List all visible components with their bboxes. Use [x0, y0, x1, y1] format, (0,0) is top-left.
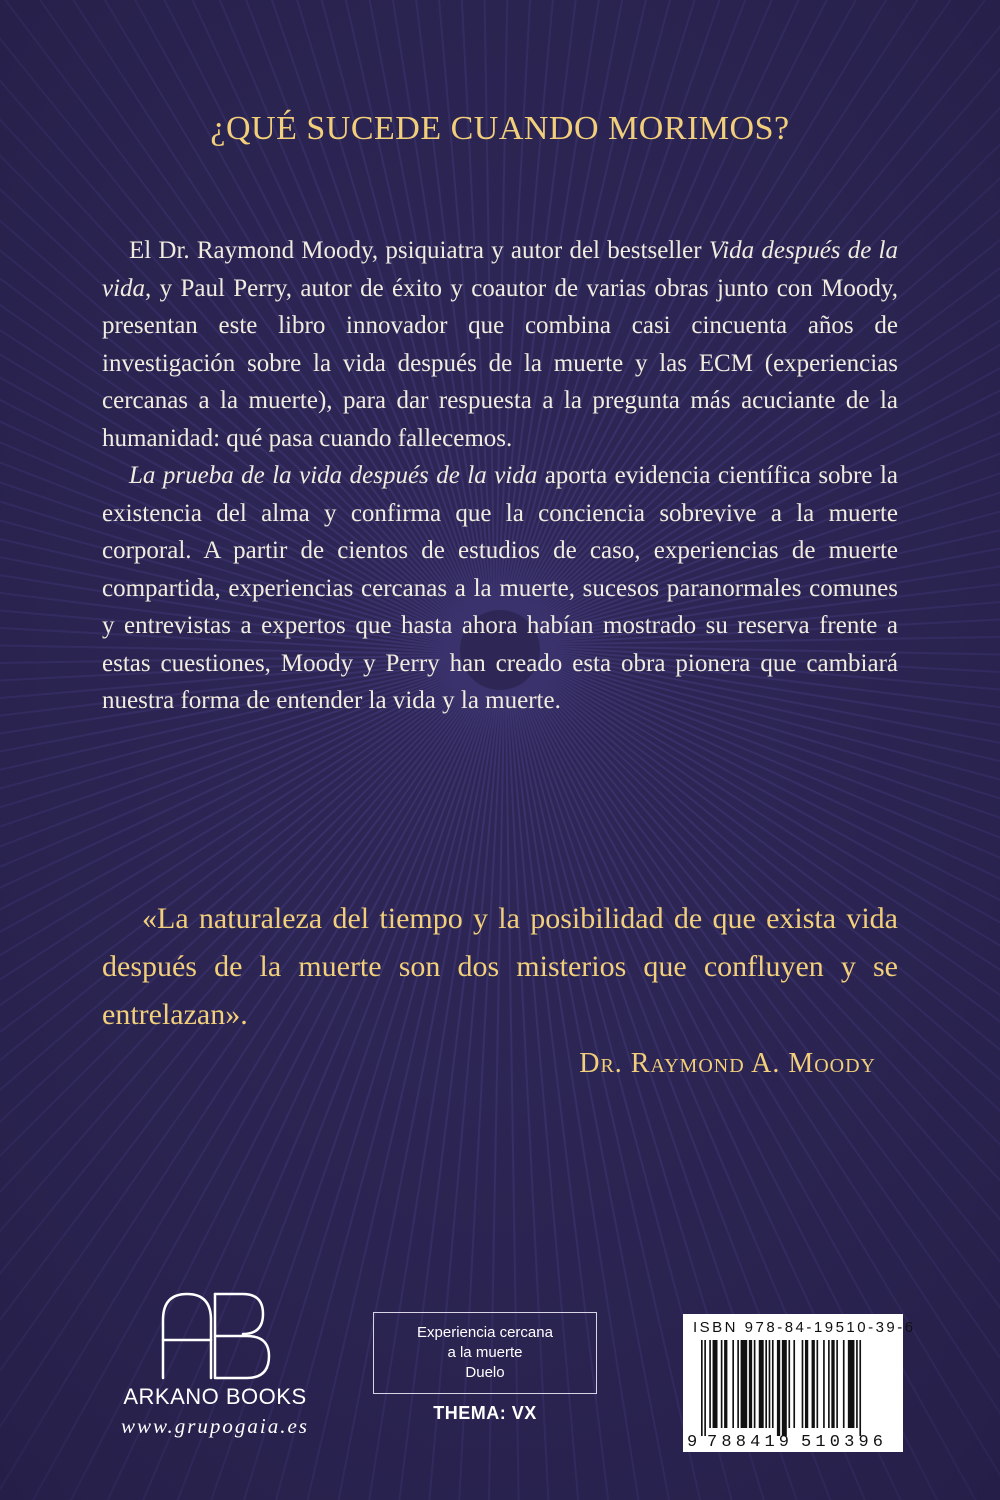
- barcode-bar: [793, 1340, 795, 1428]
- barcode-bar: [769, 1340, 771, 1428]
- barcode-bar: [788, 1340, 790, 1428]
- barcode-bar: [828, 1340, 830, 1428]
- arkano-books-logo-icon: [155, 1290, 275, 1382]
- barcode-bar: [856, 1340, 858, 1428]
- barcode-bar: [817, 1340, 819, 1428]
- barcode-bar: [843, 1340, 845, 1428]
- barcode-bar: [737, 1340, 739, 1428]
- barcode-bar: [836, 1340, 838, 1428]
- barcode-bar: [812, 1340, 815, 1428]
- publisher-name: ARKANO BOOKS: [123, 1384, 307, 1409]
- thema-category-line: Experiencia cercana: [417, 1324, 553, 1341]
- barcode-bar: [782, 1340, 787, 1436]
- isbn-label: ISBN 978-84-19510-39-6: [693, 1319, 916, 1336]
- description-paragraph-2: [102, 457, 898, 720]
- description-paragraph-1: [102, 232, 898, 457]
- barcode-bar: [721, 1340, 723, 1428]
- barcode-bar: [859, 1340, 861, 1436]
- barcode-bar: [772, 1340, 774, 1428]
- barcode-digit-group: 510396: [801, 1433, 883, 1452]
- barcode-digit-group: 9: [687, 1433, 698, 1452]
- barcode-bar: [831, 1340, 834, 1428]
- quote-author: Dr. Raymond A. Moody: [579, 1048, 876, 1079]
- paragraph-1-text-a: El Dr. Raymond Moody, psiquiatra y autor del bestseller: [129, 237, 709, 264]
- thema-category-line: Duelo: [465, 1364, 505, 1381]
- barcode-bar: [741, 1340, 748, 1428]
- publisher-website: www.grupogaia.es: [121, 1414, 309, 1438]
- description-text: [102, 232, 898, 720]
- book-title-italic: Vida después de la vida: [102, 237, 898, 302]
- barcode-bar: [724, 1340, 727, 1428]
- barcode-bar: [765, 1340, 767, 1428]
- barcode-bar: [754, 1340, 756, 1428]
- author-quote: «La naturaleza del tiempo y la posibilidad de que exista vida después de la muerte son dos misterios que confluyen y se entrelazan».: [102, 902, 898, 1031]
- barcode-bar: [701, 1340, 703, 1436]
- barcode-bar: [709, 1340, 711, 1428]
- isbn-barcode: [683, 1314, 916, 1452]
- barcode-bar: [823, 1340, 825, 1428]
- barcode-bar: [713, 1340, 718, 1428]
- barcode-bar: [704, 1340, 706, 1436]
- barcode-graphic: [683, 1314, 903, 1452]
- barcode-bar: [802, 1340, 804, 1428]
- headline: ¿QUÉ SUCEDE CUANDO MORIMOS?: [210, 110, 790, 147]
- barcode-bar: [848, 1340, 855, 1428]
- paragraph-1-text-b: , y Paul Perry, autor de éxito y coautor de varias obras junto con Moody, presentan este libro innovador que combina casi cincuenta años de investigación sobre la vida después de la muerte y las ECM (experiencias cercanas a la muerte), para dar respuesta a la pregunta más acuciante de la humanidad: qué pasa cuando fallecemos.: [102, 274, 898, 452]
- barcode-digit-group: 788419: [707, 1433, 789, 1452]
- barcode-bar: [732, 1340, 734, 1428]
- thema-category-box: [373, 1312, 597, 1394]
- book-title-italic: La prueba de la vida después de la vida: [129, 462, 538, 489]
- barcode-bar: [805, 1340, 808, 1428]
- barcode-bar: [749, 1340, 752, 1428]
- barcode-bar: [777, 1340, 780, 1436]
- thema-category-line: a la muerte: [447, 1344, 523, 1361]
- barcode-bar: [759, 1340, 764, 1428]
- publisher-logo-block: [95, 1290, 335, 1439]
- thema-code: THEMA: VX: [433, 1403, 537, 1423]
- paragraph-2-text: aporta evidencia científica sobre la existencia del alma y confirma que la conciencia sobrevive a la muerte corporal. A partir de cientos de estudios de caso, experiencias de muerte compartida, experiencias cercanas a la muerte, sucesos paranormales comunes y entrevistas a expertos que hasta ahora habían mostrado su reserva frente a estas cuestiones, Moody y Perry han creado esta obra pionera que cambiará nuestra forma de entender la vida y la muerte.: [102, 462, 898, 714]
